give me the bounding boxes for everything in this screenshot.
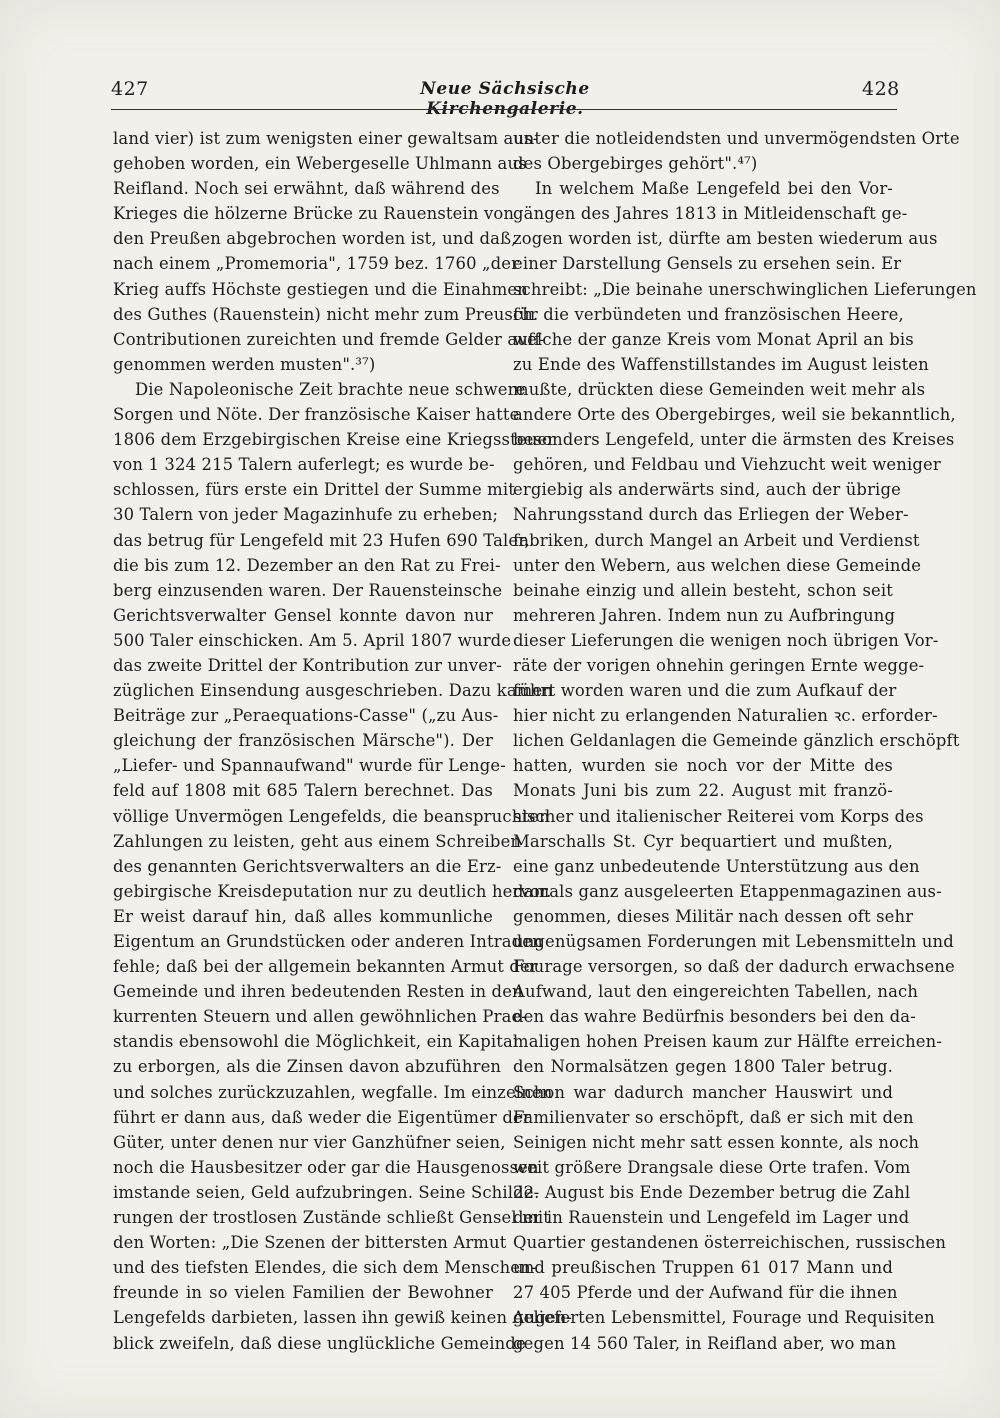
text-line: beinahe einzig und allein besteht, schon seit [513, 580, 893, 600]
text-line: Seinigen nicht mehr satt essen konnte, als noch [513, 1132, 920, 1152]
text-line: Sorgen und Nöte. Der französische Kaiser hatte [113, 405, 520, 425]
text-line: 27 405 Pferde und der Aufwand für die ihnen [513, 1283, 898, 1303]
text-line: schreibt: „Die beinahe unerschwinglichen Lieferungen [513, 279, 977, 299]
text-line: züglichen Einsendung ausgeschrieben. Dazu kamen [113, 681, 554, 701]
text-line: der in Rauenstein und Lengefeld im Lager und [513, 1208, 910, 1228]
text-line: gängen des Jahres 1813 in Mitleidenschaft ge- [513, 204, 908, 224]
text-line: maligen hohen Preisen kaum zur Hälfte erreichen- [513, 1032, 943, 1052]
text-line: den Normalsätzen gegen 1800 Taler betrug. [513, 1057, 893, 1077]
text-line: nach einem „Promemoria", 1759 bez. 1760 „der [113, 254, 520, 274]
text-line: zogen worden ist, dürfte am besten wiederum aus [513, 229, 938, 249]
text-line: Gerichtsverwalter Gensel konnte davon nur [113, 605, 493, 625]
text-line: räte der vorigen ohnehin geringen Ernte wegge- [513, 655, 925, 675]
text-line: fabriken, durch Mangel an Arbeit und Verdienst [513, 530, 920, 550]
text-line: hatten, wurden sie noch vor der Mitte des [513, 756, 893, 776]
text-line: unter den Webern, aus welchen diese Gemeinde [513, 555, 922, 575]
text-line: Krieges die hölzerne Brücke zu Rauenstein von [113, 204, 515, 224]
text-line: genommen, dieses Militär nach dessen oft sehr [513, 906, 914, 926]
text-line: damals ganz ausgeleerten Etappenmagazinen aus- [513, 881, 942, 901]
right-text-column [513, 126, 977, 1356]
text-line: das zweite Drittel der Kontribution zur unver- [113, 655, 502, 675]
text-line: 22. August bis Ende Dezember betrug die Zahl [513, 1182, 911, 1202]
text-line: unter die notleidendsten und unvermögendsten Orte [513, 129, 960, 148]
text-line: rungen der trostlosen Zustände schließt Gensel mit [113, 1208, 550, 1228]
text-line: Reifland. Noch sei erwähnt, daß während des [113, 179, 500, 199]
text-line: eine ganz unbedeutende Unterstützung aus den [513, 856, 920, 876]
text-line: mehreren Jahren. Indem nun zu Aufbringung [513, 605, 896, 625]
text-line: Krieg auffs Höchste gestiegen und die Einahmen [113, 279, 528, 299]
text-line: Eigentum an Grundstücken oder anderen Intraden [113, 932, 543, 951]
text-line: den das wahre Bedürfnis besonders bei den da- [513, 1007, 916, 1027]
text-line: gegen 14 560 Taler, in Reifland aber, wo man [513, 1333, 897, 1353]
text-line: Fourage versorgen, so daß der dadurch erwachsene [513, 957, 955, 977]
text-line: gehoben worden, ein Webergeselle Uhlmann aus [113, 154, 527, 174]
text-line: standis ebensowohl die Möglichkeit, ein Kapital [113, 1032, 519, 1052]
text-line: sischer und italienischer Reiterei vom Korps des [513, 806, 924, 826]
text-line: In welchem Maße Lengefeld bei den Vor- [535, 179, 893, 199]
text-line: dieser Lieferungen die wenigen noch übrigen Vor- [513, 630, 939, 650]
text-line: ungenügsamen Forderungen mit Lebensmitteln und [513, 932, 954, 951]
text-line: freunde in so vielen Familien der Bewohner [113, 1283, 493, 1303]
text-line: berg einzusenden waren. Der Rauensteinsche [113, 580, 503, 600]
text-line: Monats Juni bis zum 22. August mit franzö- [513, 781, 893, 801]
text-line: und des tiefsten Elendes, die sich dem Menschen- [113, 1258, 537, 1278]
text-line: von 1 324 215 Talern auferlegt; es wurde be- [113, 455, 495, 475]
text-line: andere Orte des Obergebirges, weil sie bekanntlich, [513, 405, 956, 425]
text-line: 500 Taler einschicken. Am 5. April 1807 wurde [113, 630, 512, 650]
text-line: den Preußen abgebrochen worden ist, und daß, [113, 229, 517, 249]
text-line: gleichung der französischen Märsche"). Der [113, 731, 493, 751]
text-line: Contributionen zureichten und fremde Gelder auff- [113, 329, 546, 349]
text-line: mußte, drückten diese Gemeinden weit mehr als [513, 379, 926, 399]
text-line: Lengefelds darbieten, lassen ihn gewiß keinen Augen- [113, 1308, 573, 1328]
text-line: das betrug für Lengefeld mit 23 Hufen 690 Taler, [113, 530, 530, 550]
text-line: „Liefer- und Spannaufwand" wurde für Lenge- [113, 756, 506, 776]
page-number-left: 427 [111, 78, 149, 100]
text-line: Zahlungen zu leisten, geht aus einem Schreiben [113, 831, 522, 851]
text-line: land vier) ist zum wenigsten einer gewaltsam aus- [113, 129, 539, 148]
text-line: genommen werden musten".³⁷) [113, 354, 376, 374]
text-line: führt worden waren und die zum Aufkauf der [513, 681, 897, 701]
text-line: 1806 dem Erzgebirgischen Kreise eine Kriegssteuer [113, 430, 556, 450]
text-line: führt er dann aus, daß weder die Eigentümer der [113, 1107, 531, 1127]
text-line: blick zweifeln, daß diese unglückliche Gemeinde [113, 1333, 526, 1353]
text-line: Nahrungsstand durch das Erliegen der Weber- [513, 505, 909, 525]
text-line: einer Darstellung Gensels zu ersehen sein. Er [513, 254, 902, 274]
text-line: gehören, und Feldbau und Viehzucht weit weniger [513, 455, 941, 475]
text-line: besonders Lengefeld, unter die ärmsten des Kreises [513, 430, 955, 450]
text-line: hier nicht zu erlangenden Naturalien ꝛc. erforder- [513, 706, 938, 726]
text-line: welche der ganze Kreis vom Monat April an bis [513, 329, 914, 349]
text-line: und preußischen Truppen 61 017 Mann und [513, 1258, 893, 1278]
text-line: den Worten: „Die Szenen der bittersten Armut [113, 1233, 507, 1253]
text-line: ergiebig als anderwärts sind, auch der übrige [513, 480, 901, 500]
page-header [0, 78, 1000, 119]
text-line: gelieferten Lebensmittel, Fourage und Requisiten [513, 1308, 935, 1328]
text-line: Familienvater so erschöpft, daß er sich mit den [513, 1107, 914, 1127]
text-line: zu erborgen, als die Zinsen davon abzuführen [113, 1057, 502, 1077]
text-line: Gemeinde und ihren bedeutenden Resten in den [113, 982, 523, 1002]
text-line: völlige Unvermögen Lengefelds, die beanspruchten [113, 806, 550, 826]
text-line: Aufwand, laut den eingereichten Tabellen, nach [513, 982, 919, 1002]
text-line: Die Napoleonische Zeit brachte neue schwere [135, 379, 526, 399]
text-line: 30 Talern von jeder Magazinhufe zu erheben; [113, 505, 499, 525]
page-number-right: 428 [862, 78, 900, 100]
text-line: für die verbündeten und französischen Heere, [513, 304, 904, 324]
text-line: feld auf 1808 mit 685 Talern berechnet. Das [113, 781, 493, 801]
header-rule [111, 109, 897, 110]
text-line: kurrenten Steuern und allen gewöhnlichen Prae- [113, 1007, 528, 1027]
text-line: des Guthes (Rauenstein) nicht mehr zum Preusch. [113, 304, 539, 324]
running-title: Neue Sächsische Kirchengalerie. [420, 79, 590, 119]
text-line: fehle; daß bei der allgemein bekannten Armut der [113, 957, 538, 977]
text-line: Quartier gestandenen österreichischen, russischen [513, 1233, 947, 1253]
text-line: Er weist darauf hin, daß alles kommunliche [113, 906, 493, 926]
text-line: Schon war dadurch mancher Hauswirt und [513, 1082, 893, 1102]
text-line: gebirgische Kreisdeputation nur zu deutlich hervor. [113, 881, 552, 901]
text-line: lichen Geldanlagen die Gemeinde gänzlich erschöpft [513, 731, 960, 751]
text-line: Güter, unter denen nur vier Ganzhüfner seien, [113, 1132, 506, 1152]
text-line: die bis zum 12. Dezember an den Rat zu Frei- [113, 555, 501, 575]
text-line: schlossen, fürs erste ein Drittel der Summe mit [113, 480, 515, 500]
text-line: weit größere Drangsale diese Orte trafen. Vom [513, 1157, 911, 1177]
text-line: Marschalls St. Cyr bequartiert und mußten, [513, 831, 893, 851]
text-line: und solches zurückzuzahlen, wegfalle. Im einzelnen [113, 1082, 553, 1102]
text-line: zu Ende des Waffenstillstandes im August leisten [513, 354, 929, 374]
text-line: des Obergebirges gehört".⁴⁷) [513, 154, 758, 174]
left-text-column [113, 126, 573, 1356]
text-line: Beiträge zur „Peraequations-Casse" („zu Aus- [113, 706, 499, 726]
text-line: imstande seien, Geld aufzubringen. Seine Schilde- [113, 1182, 540, 1202]
text-line: noch die Hausbesitzer oder gar die Hausgenossen [113, 1157, 539, 1177]
text-line: des genannten Gerichtsverwalters an die Erz- [113, 856, 502, 876]
